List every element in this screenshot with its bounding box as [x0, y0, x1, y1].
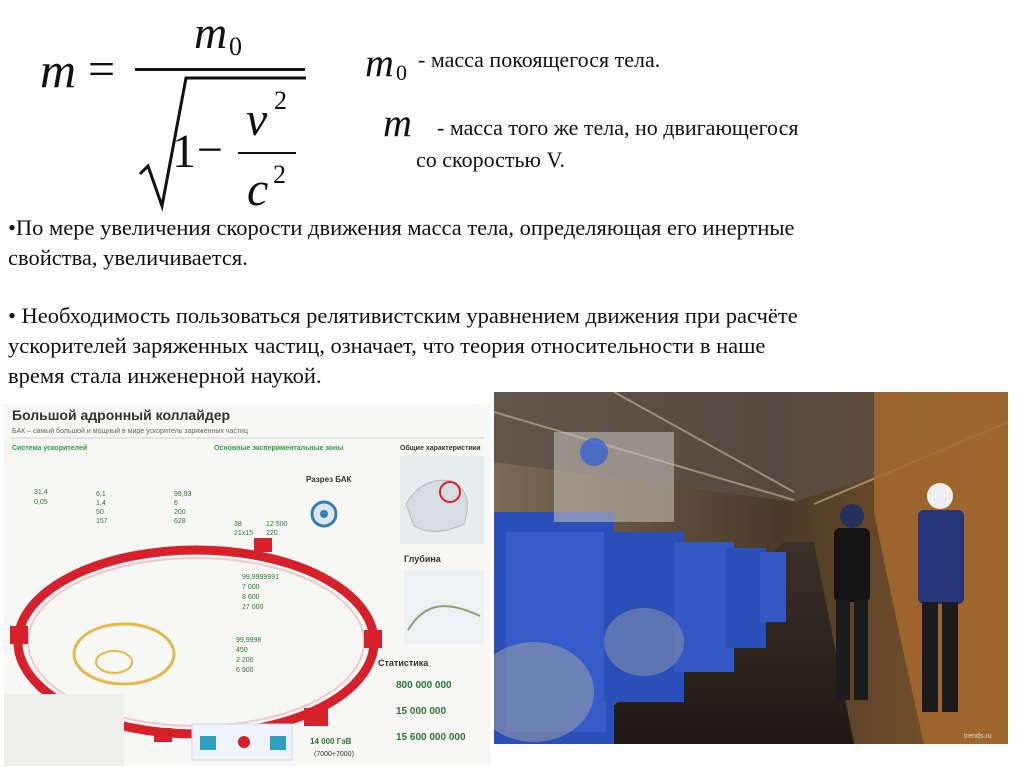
legend-m0-sub: 0 [396, 60, 407, 85]
inner-fraction-bar [238, 152, 296, 154]
lhc-tunnel-photo [494, 392, 1008, 744]
stat-2: 15 000 000 [396, 706, 447, 717]
formula-numerator-sub: 0 [229, 32, 242, 61]
svg-text:628: 628 [174, 518, 186, 525]
legend-m-text-line2: со скоростью V. [416, 147, 566, 172]
depth-label: Глубина [404, 554, 441, 564]
bullet-inertia-line2: свойства, увеличивается. [8, 245, 248, 270]
formula-v: v [246, 93, 268, 146]
svg-text:50: 50 [96, 509, 104, 516]
svg-text:2 200: 2 200 [236, 657, 254, 664]
svg-text:1,4: 1,4 [96, 500, 106, 507]
svg-text:27 000: 27 000 [242, 604, 264, 611]
svg-text:12 500: 12 500 [266, 521, 288, 528]
cut-label: Разрез БАК [306, 475, 352, 484]
legend-m-text-line1: - масса того же тела, но двигающегося [437, 115, 799, 140]
section-characteristics: Общие характеристики [400, 445, 481, 452]
formula-minus: − [197, 124, 223, 175]
energy-split: (7000+7000) [314, 751, 354, 758]
bullet-engineering [8, 301, 1018, 391]
svg-text:450: 450 [236, 647, 248, 654]
svg-text:157: 157 [96, 518, 108, 525]
bullet-engineering-line2: ускорителей заряженных частиц, означает, что теория относительности в наше [8, 333, 766, 358]
formula-one: 1 [172, 125, 196, 178]
infographic-title: Большой адронный коллайдер [12, 407, 231, 423]
svg-text:38: 38 [234, 521, 242, 528]
stat-3: 15 600 000 000 [396, 732, 466, 743]
svg-text:21х15: 21х15 [234, 530, 254, 537]
formula-lhs: m [40, 42, 77, 98]
bullet-inertia-line1: •По мере увеличения скорости движения масса тела, определяющая его инертные [8, 215, 795, 240]
svg-text:99,9999991: 99,9999991 [242, 574, 279, 581]
svg-text:99,93: 99,93 [174, 491, 192, 498]
energy-value: 14 000 ГэВ [310, 737, 352, 746]
formula-v-exp: 2 [274, 86, 287, 115]
photo-credit: trends.ru [964, 733, 992, 740]
section-experiments: Основные экспериментальные зоны [214, 445, 344, 452]
svg-text:6 900: 6 900 [236, 667, 254, 674]
svg-text:99,9998: 99,9998 [236, 637, 262, 644]
bullet-inertia [8, 213, 1018, 273]
infographic-subtitle: БАК – самый большой и мощный в мире ускоритель заряженных частиц [12, 428, 248, 435]
stat-1: 800 000 000 [396, 680, 452, 691]
svg-text:220: 220 [266, 530, 278, 537]
fraction-bar [135, 68, 305, 71]
stats-label: Статистика [378, 658, 429, 668]
svg-text:7 000: 7 000 [242, 584, 260, 591]
legend-m0-symbol: m [365, 40, 394, 85]
legend-m-symbol: m [383, 100, 412, 145]
bullet-engineering-line1: • Необходимость пользоваться релятивистским уравнением движения при расчёте [8, 303, 798, 328]
section-accelerators: Система ускорителей [12, 445, 88, 452]
svg-text:200: 200 [174, 509, 186, 516]
legend-m0-text: - масса покоящегося тела. [418, 47, 661, 72]
formula-equals: = [88, 43, 116, 96]
formula-numerator: m [194, 7, 228, 58]
svg-text:8 600: 8 600 [242, 594, 260, 601]
bullet-engineering-line3: время стала инженерной наукой. [8, 363, 322, 388]
formula-c: c [247, 163, 269, 216]
svg-text:6: 6 [174, 500, 178, 507]
equipment-rack [554, 432, 674, 522]
svg-text:0,05: 0,05 [34, 499, 48, 506]
svg-text:6,1: 6,1 [96, 491, 106, 498]
formula-c-exp: 2 [273, 160, 286, 189]
svg-text:31,4: 31,4 [34, 489, 48, 496]
lhc-infographic [4, 404, 490, 766]
